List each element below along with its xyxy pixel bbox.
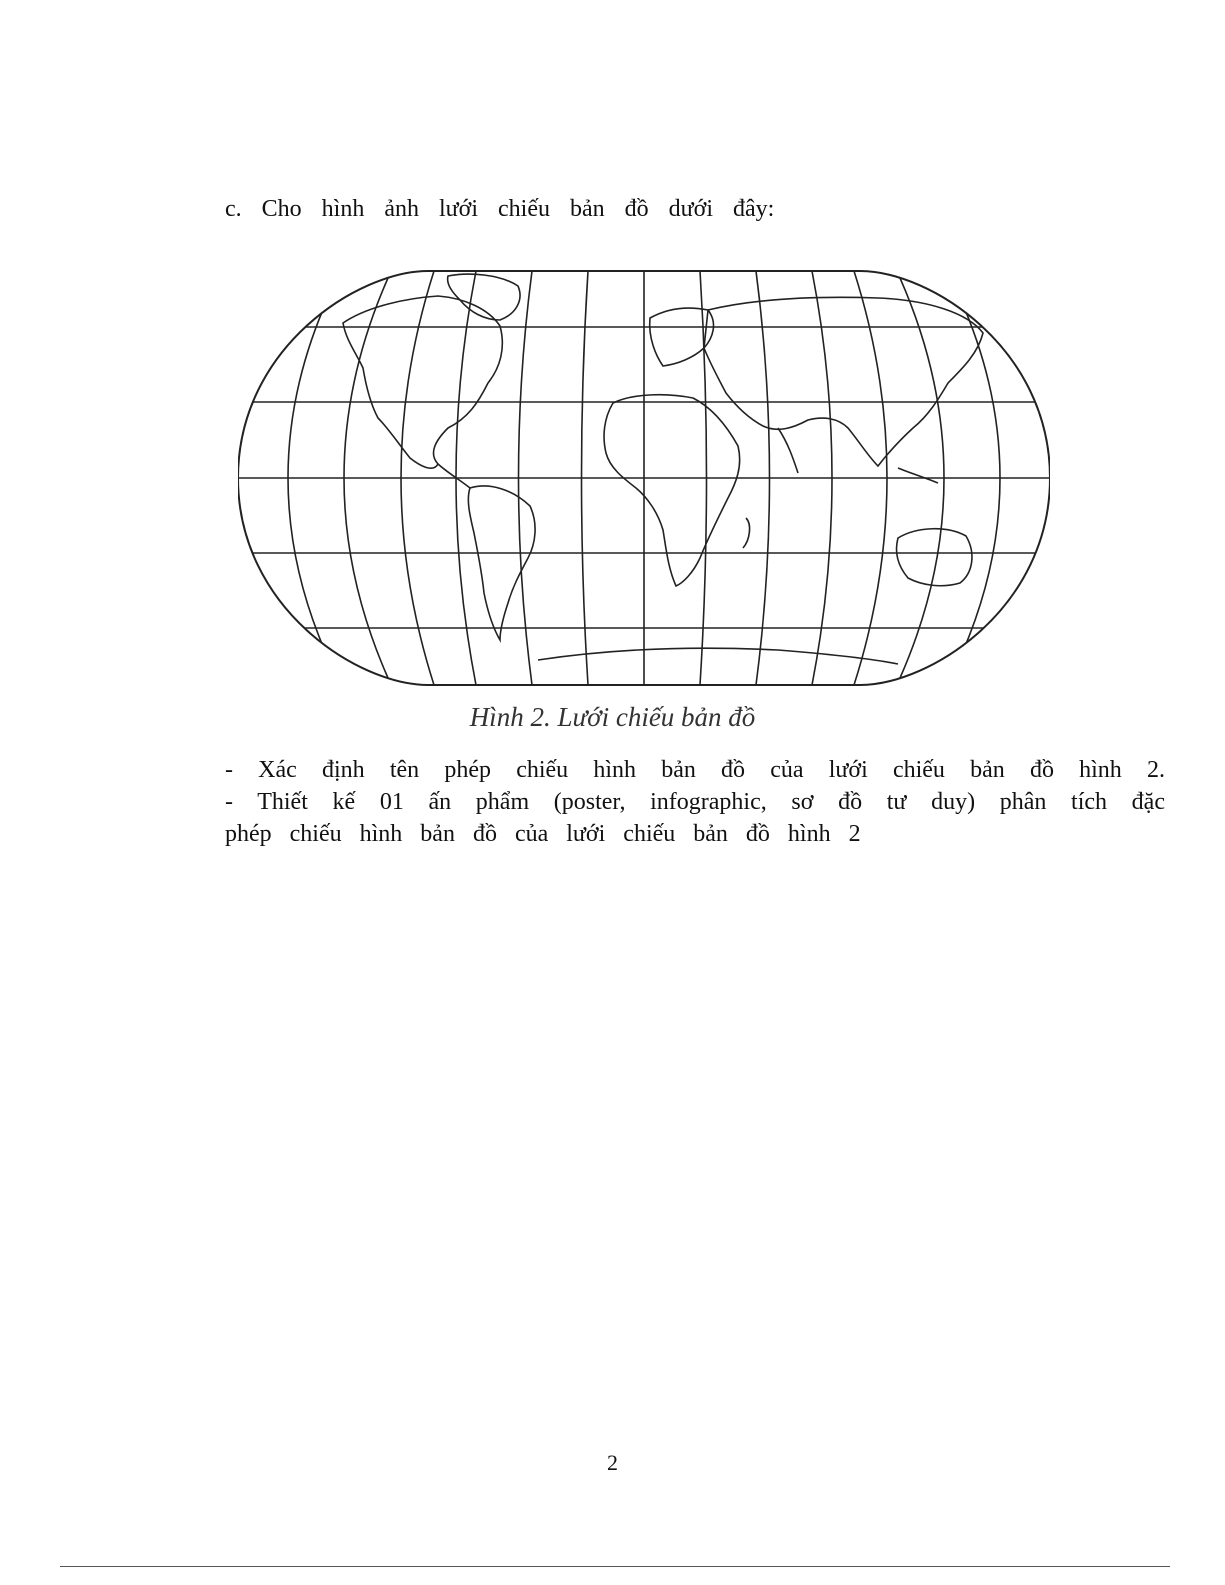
task-list	[225, 754, 1165, 850]
page-number: 2	[607, 1450, 618, 1475]
task-line-3: phép chiếu hình bản đồ của lưới chiếu bản đồ hình 2	[225, 821, 861, 847]
footer-divider	[60, 1566, 1170, 1567]
task-line-1: - Xác định tên phép chiếu hình bản đồ của lưới chiếu bản đồ hình 2.	[225, 757, 1165, 783]
task-line-2: - Thiết kế 01 ấn phẩm (poster, infographic, sơ đồ tư duy) phân tích đặc	[225, 789, 1165, 815]
intro-paragraph: c. Cho hình ảnh lưới chiếu bản đồ dưới đây:	[225, 196, 775, 222]
world-map-icon	[238, 268, 1050, 688]
figure-caption: Hình 2. Lưới chiếu bản đồ	[469, 702, 756, 732]
